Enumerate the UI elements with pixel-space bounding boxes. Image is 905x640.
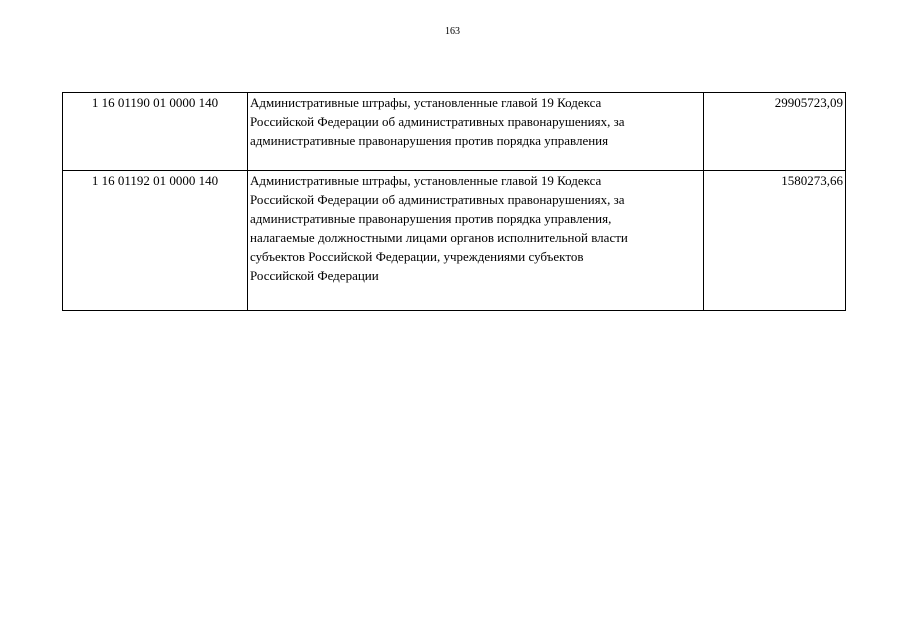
table-row — [63, 93, 846, 171]
description-line: налагаемые должностными лицами органов исполнительной власти — [250, 230, 628, 245]
description-line: Российской Федерации — [250, 268, 379, 283]
revenue-table — [62, 92, 846, 311]
description-line: административные правонарушения против порядка управления — [250, 133, 609, 148]
description-line: административные правонарушения против порядка управления, — [250, 211, 612, 226]
amount-value: 1580273,66 — [704, 171, 846, 311]
amount-value: 29905723,09 — [704, 93, 846, 171]
table-row — [63, 171, 846, 311]
description-line: субъектов Российской Федерации, учреждениями субъектов — [250, 249, 584, 264]
description-line: Административные штрафы, установленные главой 19 Кодекса — [250, 173, 602, 188]
description-line: Административные штрафы, установленные главой 19 Кодекса — [250, 95, 602, 110]
description-line: Российской Федерации об административных правонарушениях, за — [250, 114, 625, 129]
description-line: Российской Федерации об административных правонарушениях, за — [250, 192, 625, 207]
classification-code: 1 16 01190 01 0000 140 — [63, 93, 248, 171]
revenue-description — [248, 171, 704, 311]
revenue-description — [248, 93, 704, 171]
classification-code: 1 16 01192 01 0000 140 — [63, 171, 248, 311]
page-number: 163 — [445, 26, 460, 37]
